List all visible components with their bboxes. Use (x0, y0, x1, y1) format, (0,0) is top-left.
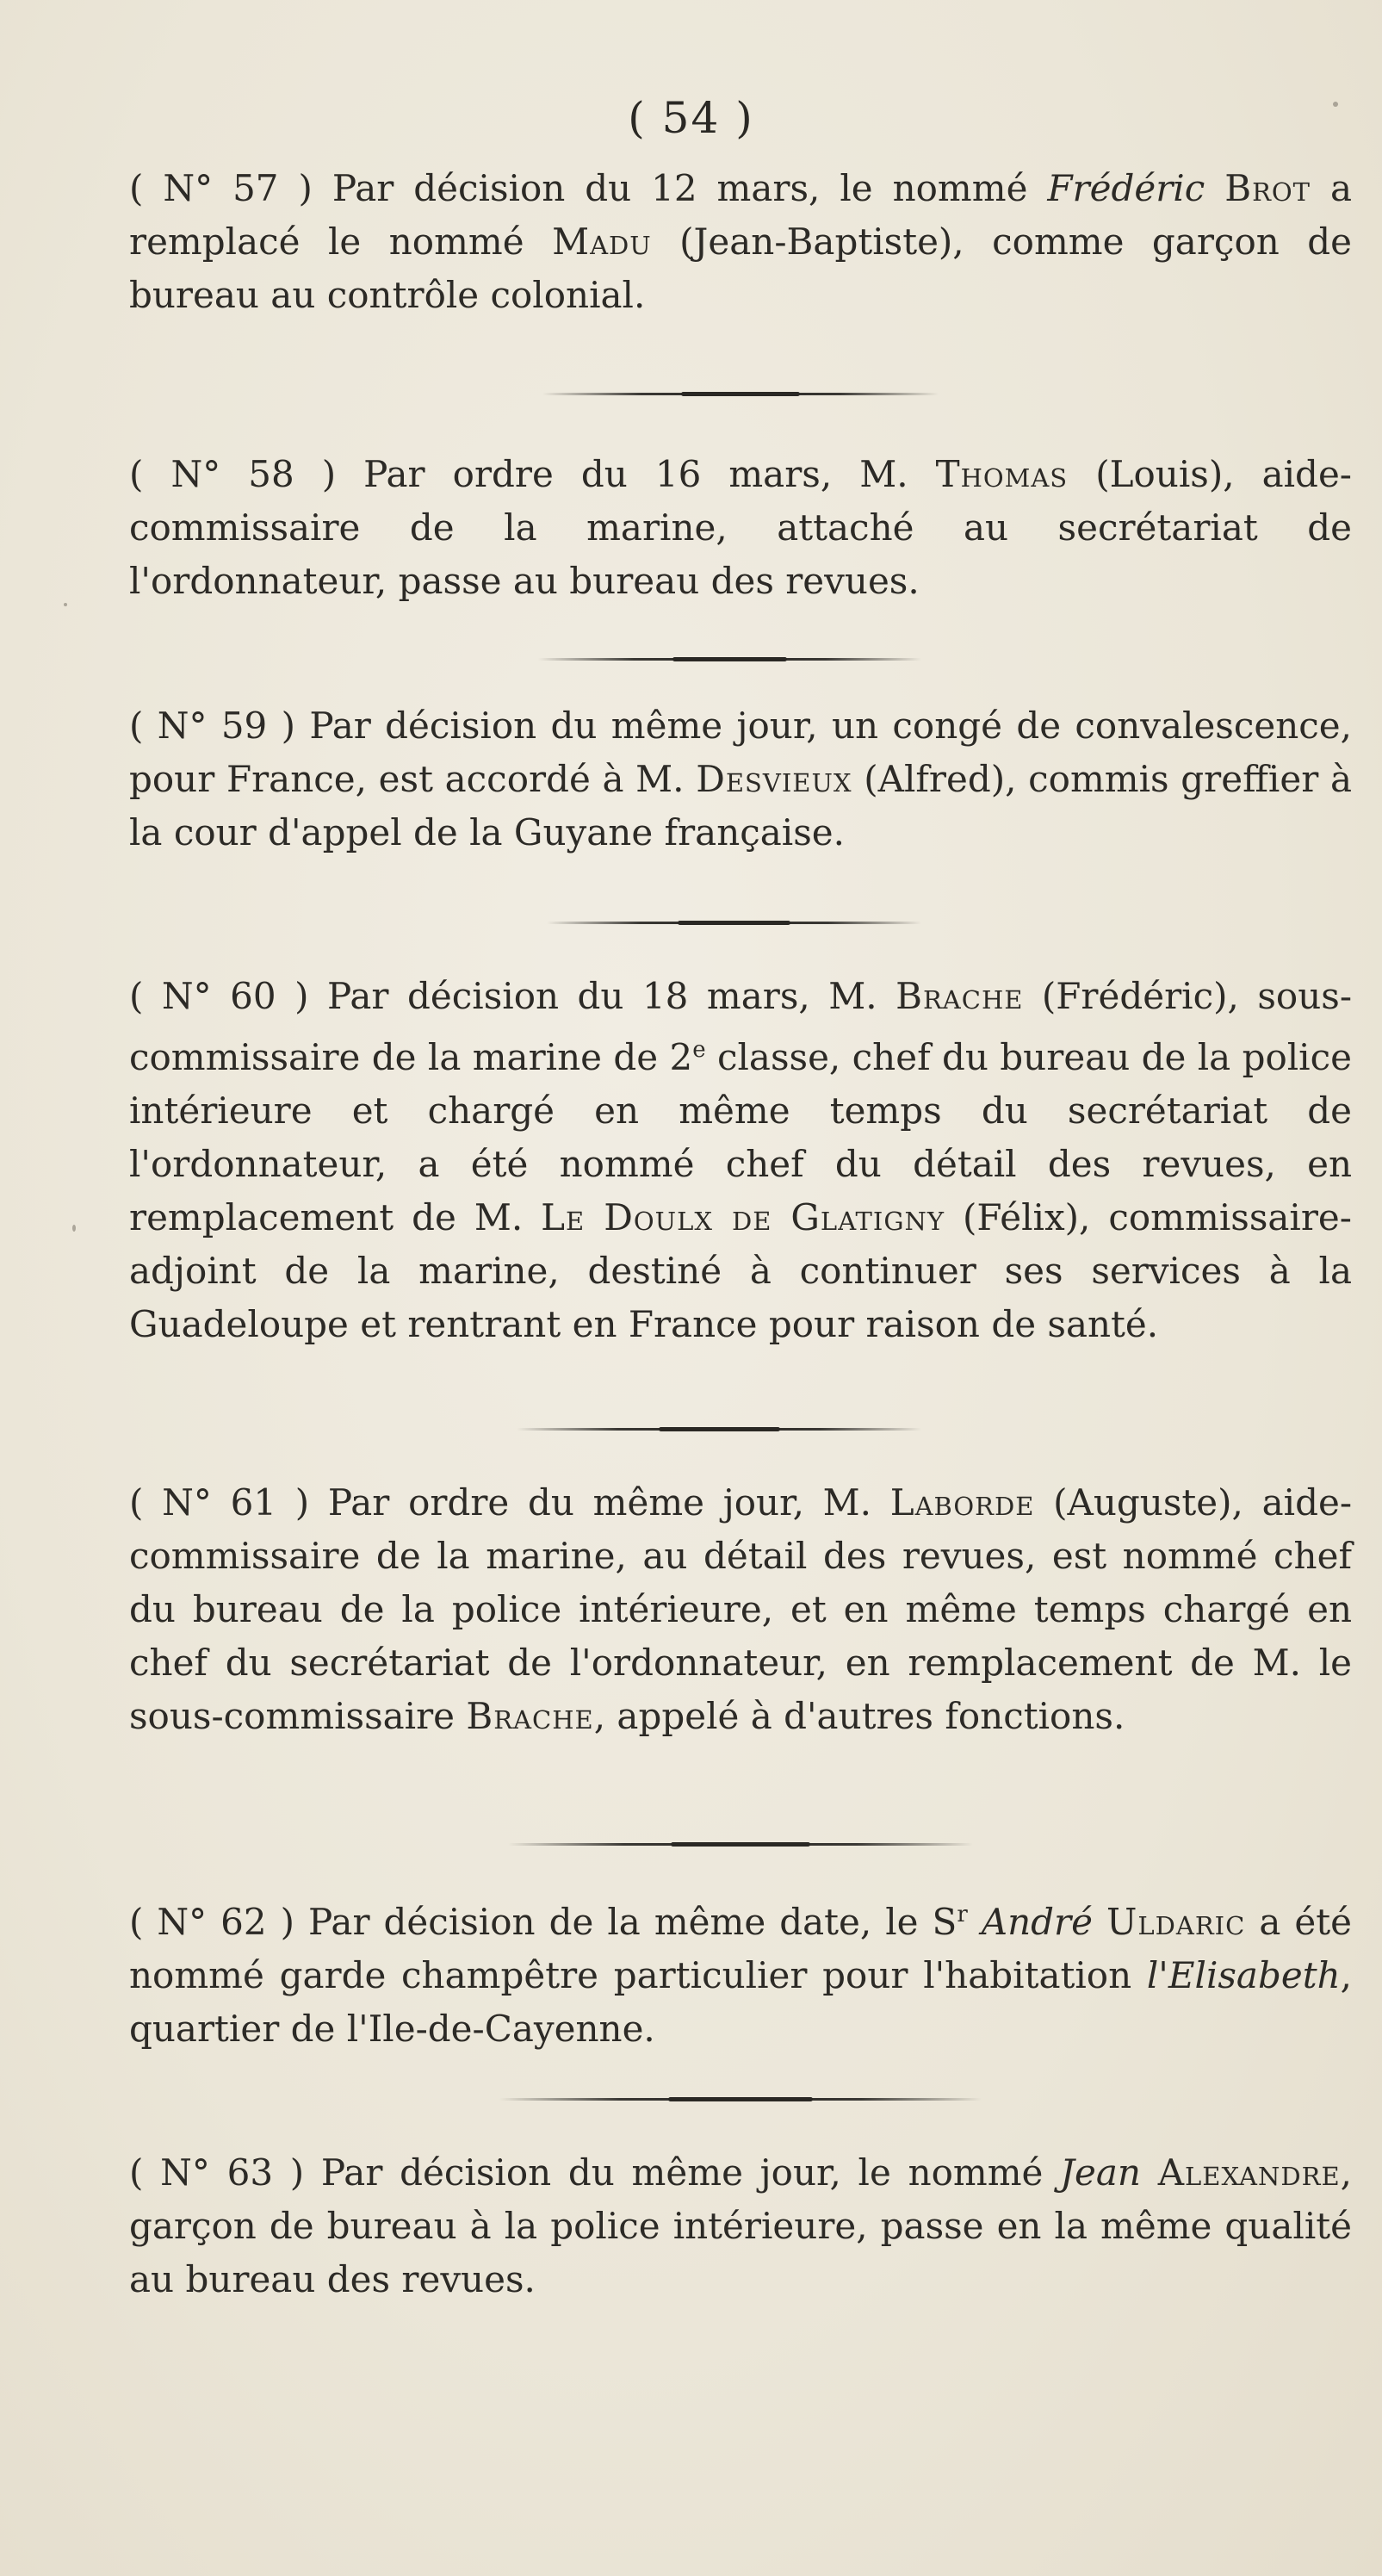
surname: Desvieux (696, 758, 852, 800)
surname: Uldaric (1106, 1901, 1246, 1943)
entry-63: ( N° 63 ) Par décision du même jour, le nommé Jean Alexandre, garçon de bureau à la police intérieure, passe en la même qualité au bureau des revues. (129, 2151, 1352, 2300)
paper-speck (1333, 102, 1338, 107)
surname: Alexandre (1157, 2151, 1341, 2194)
separator-rule (508, 1843, 973, 1846)
separator-rule (547, 922, 921, 924)
separator-rule (542, 393, 939, 395)
paper-speck (72, 1225, 76, 1232)
entry-number: ( N° 58 ) (129, 453, 337, 495)
surname: Brot (1224, 167, 1311, 209)
surname: Thomas (935, 453, 1069, 495)
surname: Madu (552, 220, 652, 263)
surname: Le Doulx de Glatigny (541, 1196, 945, 1238)
entry-62: ( N° 62 ) Par décision de la même date, le $S^r$ André Uldaric a été nommé garde champêtre particulier pour l'habitation l'Elisabeth, quartier de l'Ile-de-Cayenne. (129, 1901, 1352, 2050)
surname: Brache (466, 1695, 594, 1737)
entry-58: ( N° 58 ) Par ordre du 16 mars, M. Thomas (Louis), aide-commissaire de la marine, attaché au secrétariat de l'ordonnateur, passe au bureau des revues. (129, 453, 1352, 602)
entry-number: ( N° 63 ) (129, 2151, 305, 2194)
entry-number: ( N° 57 ) (129, 167, 313, 209)
surname: Laborde (889, 1481, 1035, 1524)
entry-number: ( N° 59 ) (129, 705, 295, 747)
first-name: André (981, 1901, 1093, 1943)
separator-rule (517, 1428, 921, 1431)
entry-number: ( N° 61 ) (129, 1481, 310, 1524)
entry-61: ( N° 61 ) Par ordre du même jour, M. Laborde (Auguste), aide-commissaire de la marine, au détail des revues, est nommé chef du bureau de la police intérieure, et en même temps chargé en chef du secrétariat de l'ordonnateur, en remplacement de M. le sous-commissaire Brache, appelé à d'autres fonctions. (129, 1481, 1353, 1737)
first-name: Frédéric (1047, 167, 1205, 209)
page-number: ( 54 ) (628, 93, 754, 143)
separator-rule (499, 2098, 982, 2101)
entry-57: ( N° 57 ) Par décision du 12 mars, le nommé Frédéric Brot a remplacé le nommé Madu (Jean-Baptiste), comme garçon de bureau au contrôle colonial. (129, 167, 1353, 316)
entry-60: ( N° 60 ) Par décision du 18 mars, M. Brache (Frédéric), sous-commissaire de la marine de 2e classe, chef du bureau de la police intérieure et chargé en même temps du secrétariat de l'ordonnateur, a été nommé chef du détail des revues, en remplacement de M. Le Doulx de Glatigny (Félix), commissaire-adjoint de la marine, destiné à continuer ses services à la Guadeloupe et rentrant en France pour raison de santé. (129, 975, 1353, 1345)
entry-number: ( N° 62 ) (129, 1901, 295, 1943)
separator-rule (538, 658, 921, 661)
place-name: l'Elisabeth (1146, 1954, 1341, 1996)
entry-number: ( N° 60 ) (129, 975, 309, 1017)
surname: Brache (896, 975, 1024, 1017)
entry-59: ( N° 59 ) Par décision du même jour, un congé de convalescence, pour France, est accordé à M. Desvieux (Alfred), commis greffier à la cour d'appel de la Guyane française. (129, 705, 1353, 853)
paper-speck (64, 603, 67, 606)
first-name: Jean (1060, 2151, 1141, 2194)
